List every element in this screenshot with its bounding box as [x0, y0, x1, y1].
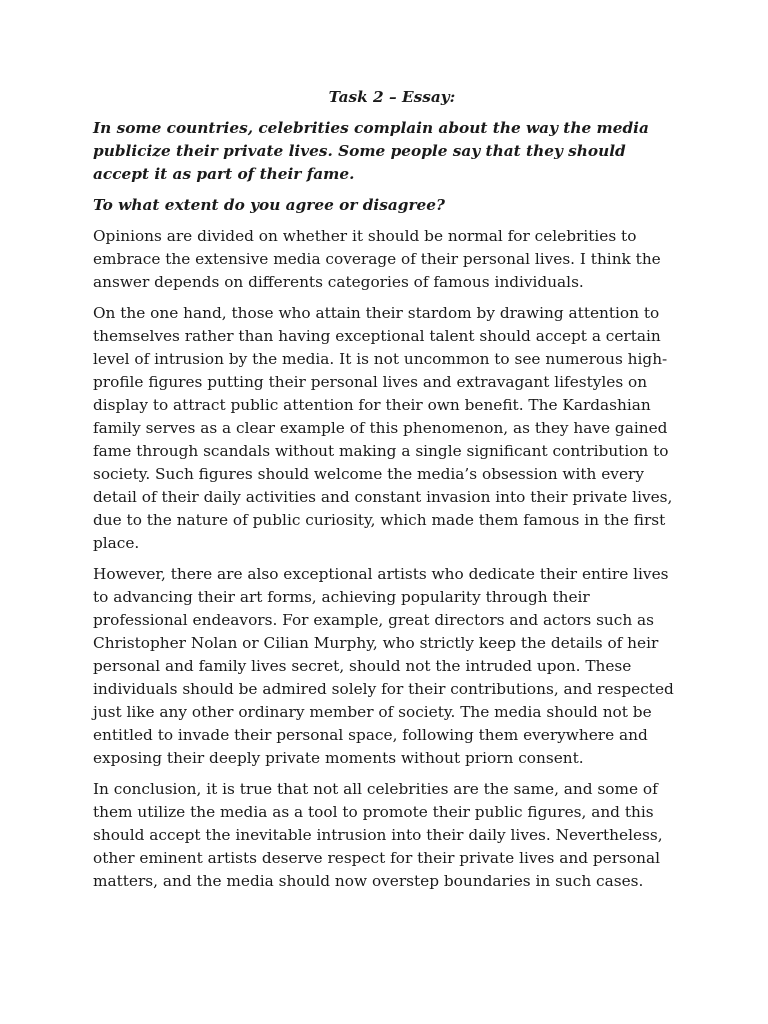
paragraph-body-one: On the one hand, those who attain their stardom by drawing attention to themselves rather than having exceptional talent should accept a certain level of intrusion by the media. It is not uncommon to see numerous high-profile figures putting their personal lives and extravagant lifestyles on display to attract public attention for their own benefit. The Kardashian family serves as a clear example of this phenomenon, as they have gained fame through scandals without making a single significant contribution to society. Such figures should welcome the media’s obsession with every detail of their daily activities and constant invasion into their private lives, due to the nature of public curiosity, which made them famous in the first place. [93, 304, 673, 552]
essay-question: To what extent do you agree or disagree? [93, 196, 445, 214]
document-page [93, 86, 683, 901]
paragraph-conclusion: In conclusion, it is true that not all celebrities are the same, and some of them utilize the media as a tool to promote their public figures, and this should accept the inevitable intrusion into their daily lives. Nevertheless, other eminent artists deserve respect for their private lives and personal matters, and the media should now overstep boundaries in such cases. [93, 780, 663, 890]
paragraph-body-two: However, there are also exceptional artists who dedicate their entire lives to advancing their art forms, achieving popularity through their professional endeavors. For example, great directors and actors such as Christopher Nolan or Cilian Murphy, who strictly keep the details of heir personal and family lives secret, should not the intruded upon. These individuals should be admired solely for their contributions, and respected just like any other ordinary member of society. The media should not be entitled to invade their personal space, following them everywhere and exposing their deeply private moments without priorn consent. [93, 565, 674, 767]
essay-title: Task 2 – Essay: [328, 88, 456, 106]
paragraph-introduction: Opinions are divided on whether it should be normal for celebrities to embrace the extensive media coverage of their personal lives. I think the answer depends on differents categories of famous individuals. [93, 227, 661, 291]
essay-prompt: In some countries, celebrities complain about the way the media publicize their private lives. Some people say that they should accept it as part of their fame. [93, 119, 649, 183]
